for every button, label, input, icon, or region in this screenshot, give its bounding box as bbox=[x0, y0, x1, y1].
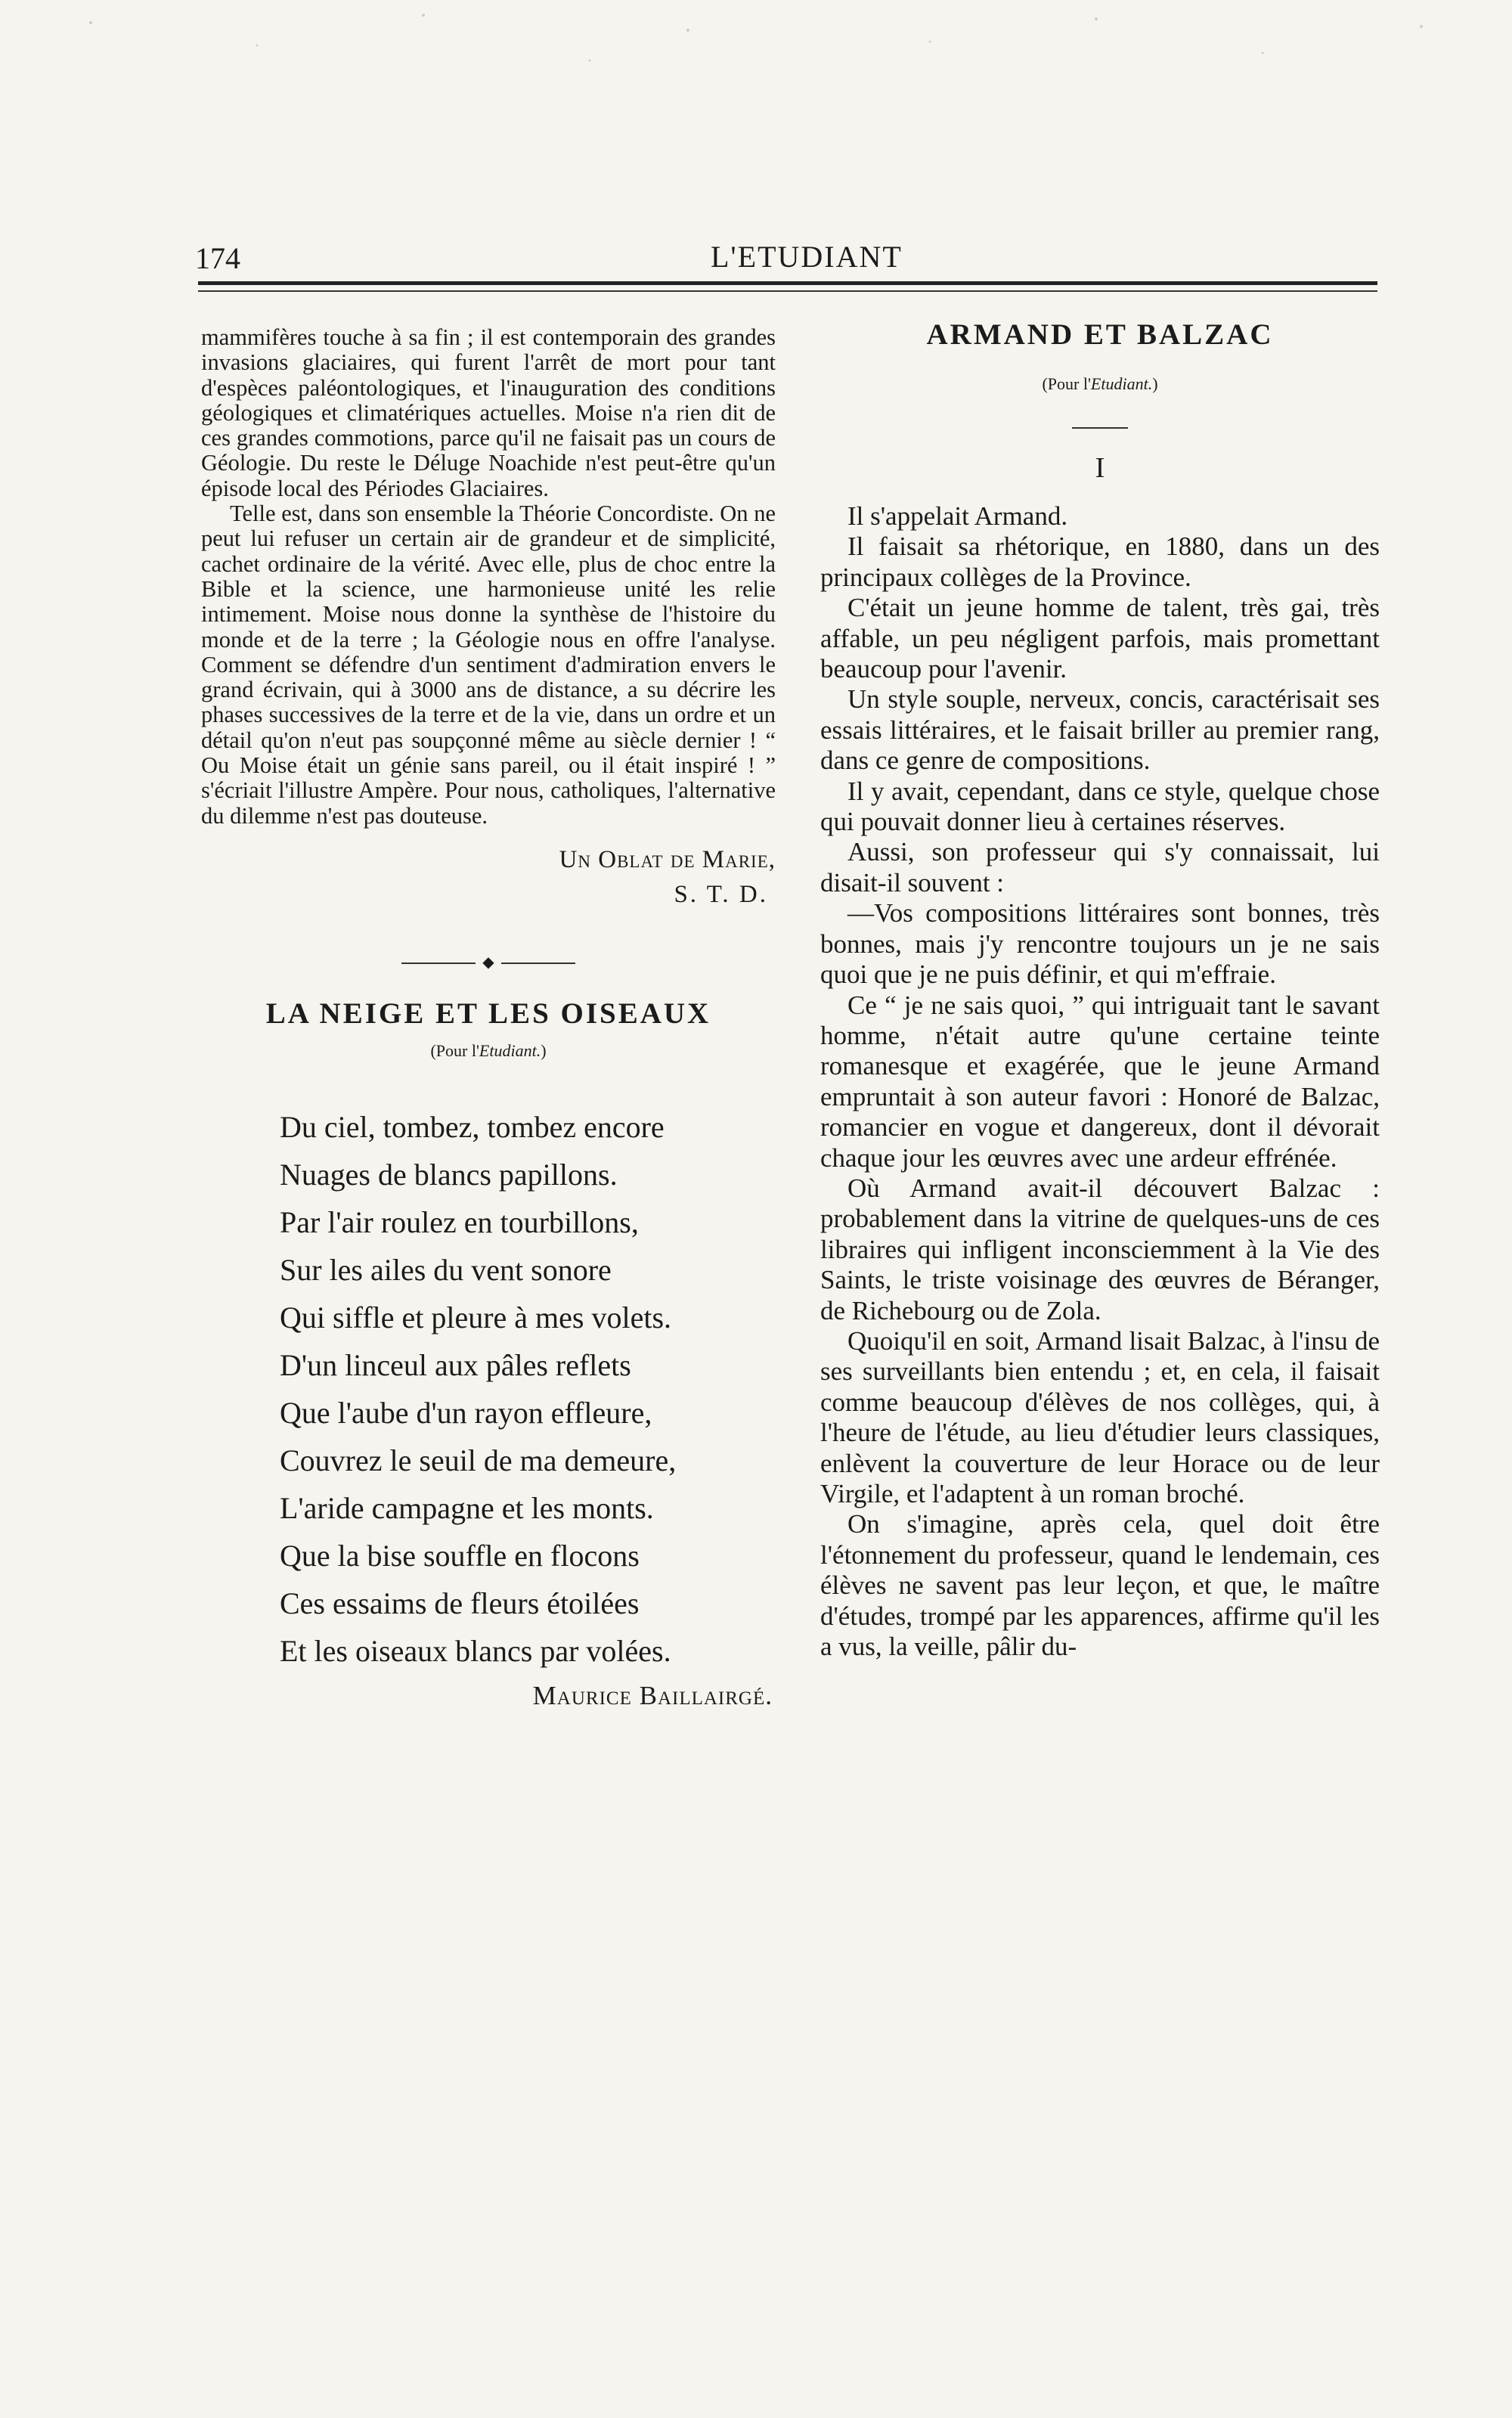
left-column bbox=[201, 325, 776, 1711]
subtitle-prefix: (Pour l' bbox=[1042, 374, 1091, 393]
poem-title: LA NEIGE ET LES OISEAUX bbox=[265, 997, 711, 1030]
concordist-article-end bbox=[201, 325, 776, 829]
paragraph: Où Armand avait-il découvert Balzac : probablement dans la vitrine de quelques-uns de ces libraires qui infligent inconsciemment à la Vie des Saints, le triste voisinage des œuvres de Béranger, de Richebourg ou de Zola. bbox=[820, 1173, 1380, 1325]
paragraph: Quoiqu'il en soit, Armand lisait Balzac, à l'insu de ses surveillants bien entendu ; et, en cela, il faisait comme beaucoup d'élèves de nos collèges, qui, à l'heure de l'étude, au lieu d'étudier leurs classiques, enlèvent la couverture de leur Horace ou de leur Virgile, et l'adaptent à un roman broché. bbox=[820, 1325, 1380, 1508]
article-subtitle bbox=[820, 374, 1380, 394]
verse-line: Sur les ailes du vent sonore bbox=[280, 1252, 612, 1287]
header-rule-thin bbox=[198, 290, 1377, 292]
poem-subtitle bbox=[201, 1041, 776, 1061]
verse-line: Ces essaims de fleurs étoilées bbox=[280, 1586, 640, 1620]
paragraph: Ce “ je ne sais quoi, ” qui intriguait tant le savant homme, n'était autre qu'une certaine teinte romanesque et exagérée, que le jeune Armand empruntait à son auteur favori : Honoré de Balzac, romancier en vogue et dangereux, dont il dévorait chaque jour les œuvres avec une ardeur effrénée. bbox=[820, 990, 1380, 1173]
paragraph: Il s'appelait Armand. bbox=[847, 501, 1068, 531]
verse-line: Nuages de blancs papillons. bbox=[280, 1157, 618, 1192]
verse-line: Et les oiseaux blancs par volées. bbox=[280, 1633, 671, 1668]
paragraph: On s'imagine, après cela, quel doit être l'étonnement du professeur, quand le lendemain, ces élèves ne savent pas leur leçon, et que, le maître d'études, trompé par les apparences, affirme qu'il les a vus, la veille, pâlir du- bbox=[820, 1509, 1380, 1662]
paragraph: mammifères touche à sa fin ; il est contemporain des grandes invasions glaciaires, qui furent l'arrêt de mort pour tant d'espèces paléontologiques, et l'inauguration des conditions géologiques et climatériques actuelles. Moise n'a rien dit de ces grandes commotions, parce qu'il ne faisait pas un cours de Géologie. Du reste le Déluge Noachide n'est peut-être qu'un épisode local des Périodes Glaciaires. bbox=[201, 324, 776, 501]
article-title: ARMAND ET BALZAC bbox=[926, 318, 1274, 351]
journal-name: Etudiant. bbox=[479, 1040, 541, 1060]
signature-author: Un Oblat de Marie, bbox=[559, 845, 776, 873]
article-body bbox=[820, 501, 1380, 1662]
poem-body bbox=[201, 1103, 776, 1675]
paragraph: Il faisait sa rhétorique, en 1880, dans un des principaux collèges de la Province. bbox=[820, 532, 1380, 592]
verse-line: L'aride campagne et les monts. bbox=[280, 1490, 654, 1525]
part-number: I bbox=[1095, 452, 1105, 484]
right-column bbox=[820, 318, 1380, 1662]
header-rule-thick bbox=[198, 281, 1377, 285]
page-number: 174 bbox=[195, 241, 240, 275]
poem-author: Maurice Baillairgé. bbox=[532, 1680, 773, 1710]
running-title: L'ETUDIANT bbox=[711, 240, 903, 274]
ornament-icon: ◆ bbox=[476, 956, 501, 969]
section-separator bbox=[401, 953, 575, 971]
verse-line: Couvrez le seuil de ma demeure, bbox=[280, 1443, 677, 1477]
verse-line: Par l'air roulez en tourbillons, bbox=[280, 1204, 639, 1239]
scan-noise-decoration bbox=[0, 0, 1512, 151]
subtitle-suffix: ) bbox=[541, 1040, 547, 1060]
subtitle-suffix: ) bbox=[1152, 374, 1158, 393]
paragraph: C'était un jeune homme de talent, très gai, très affable, un peu négligent parfois, mais promettant beaucoup pour l'avenir. bbox=[820, 593, 1380, 684]
verse-line: Que la bise souffle en flocons bbox=[280, 1538, 640, 1573]
verse-line: Qui siffle et pleure à mes volets. bbox=[280, 1300, 672, 1335]
paragraph: Il y avait, cependant, dans ce style, quelque chose qui pouvait donner lieu à certaines réserves. bbox=[820, 776, 1380, 837]
journal-name: Etudiant. bbox=[1090, 374, 1153, 393]
verse-line: D'un linceul aux pâles reflets bbox=[280, 1347, 631, 1382]
paragraph: —Vos compositions littéraires sont bonnes, très bonnes, mais j'y rencontre toujours un je ne sais quoi que je ne puis définir, et qui m'effraie. bbox=[820, 898, 1380, 990]
paragraph: Telle est, dans son ensemble la Théorie Concordiste. On ne peut lui refuser un certain air de grandeur et de simplicité, cachet ordinaire de la vérité. Avec elle, plus de choc entre la Bible et la science, une harmonieuse unité les relie intimement. Moise nous donne la synthèse de l'histoire du monde et de la terre ; la Géologie nous en offre l'analyse. Comment se défendre d'un sentiment d'admiration envers le grand écrivain, qui à 3000 ans de distance, a su décrire les phases successives de la terre et de la vie, dans un ordre et un détail qu'on n'eut pas soupçonné même au siècle dernier ! “ Ou Moise était un génie sans pareil, ou il était inspiré ! ” s'écriait l'illustre Ampère. Pour nous, catholiques, l'alternative du dilemme n'est pas douteuse. bbox=[201, 501, 776, 829]
paragraph: Aussi, son professeur qui s'y connaissait, lui disait-il souvent : bbox=[820, 837, 1380, 897]
verse-line: Que l'aube d'un rayon effleure, bbox=[280, 1395, 652, 1430]
subtitle-prefix: (Pour l' bbox=[430, 1040, 479, 1060]
paragraph: Un style souple, nerveux, concis, caractérisait ses essais littéraires, et le faisait briller au premier rang, dans ce genre de compositions. bbox=[820, 684, 1380, 776]
verse-line: Du ciel, tombez, tombez encore bbox=[280, 1109, 665, 1144]
article-signature bbox=[201, 842, 776, 912]
signature-degree: S. T. D. bbox=[674, 880, 768, 908]
